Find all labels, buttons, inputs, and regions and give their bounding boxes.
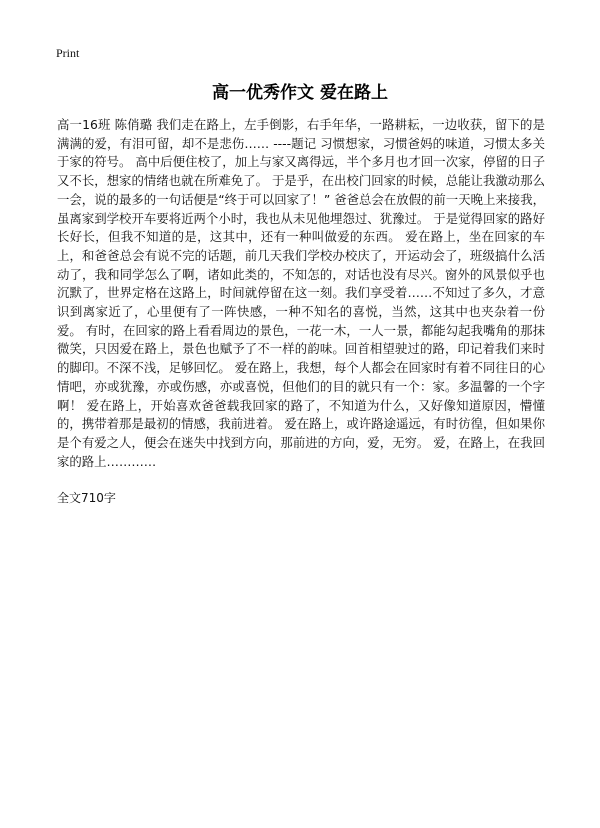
essay-body: 高一16班 陈俏璐 我们走在路上，左手倒影，右手年华，一路耕耘，一边收获，留下的是满满的爱，有泪可留，却不是悲伤…… ----题记 习惯想家，习惯爸妈的味道，习惯太多关于家的符号。 高中后便住校了，加上与家又离得远，半个多月也才回一次家，停留的日子又不长，想家的情绪也就在所难免了。 于是乎，在出校门回家的时候，总能让我激动那么一会，说的最多的一句话便是“终于可以回家了！” 爸爸总会在放假的前一天晚上来接我，虽离家到学校开车要将近两个小时，我也从未见他埋怨过、犹豫过。 于是觉得回家的路好长好长，但我不知道的是，这其中，还有一种叫做爱的东西。 爱在路上，坐在回家的车上，和爸爸总会有说不完的话题，前几天我们学校办校庆了，开运动会了，班级搞什么活动了，我和同学怎么了啊，诸如此类的，不知怎的，对话也没有尽兴。窗外的风景似乎也沉默了，世界定格在这路上，时间就停留在这一刻。我们享受着……不知过了多久，才意识到离家近了，心里便有了一阵快感，一种不知名的喜悦，当然，这其中也夹杂着一份爱。 有时，在回家的路上看看周边的景色，一花一木，一人一景，都能勾起我嘴角的那抹微笑，只因爱在路上，景色也赋予了不一样的韵味。回首相望驶过的路，印记着我们来时的脚印。不深不浅，足够回忆。 爱在路上，我想，每个人都会在回家时有着不同往日的心情吧，亦或犹豫，亦或伤感，亦或喜悦，但他们的目的就只有一个：家。多温馨的一个字啊！ 爱在路上，开始喜欢爸爸载我回家的路了，不知道为什么，又好像知道原因，懵懂的，携带着那是最初的情感，我前进着。 爱在路上，或许路途遥远，有时彷徨，但如果你是个有爱之人，便会在迷失中找到方向，那前进的方向，爱，无穷。 爱，在路上，在我回家的路上………… <box>57 117 545 469</box>
print-link[interactable]: Print <box>56 46 80 60</box>
word-count: 全文710字 <box>57 491 116 505</box>
page-title: 高一优秀作文 爱在路上 <box>212 83 388 103</box>
